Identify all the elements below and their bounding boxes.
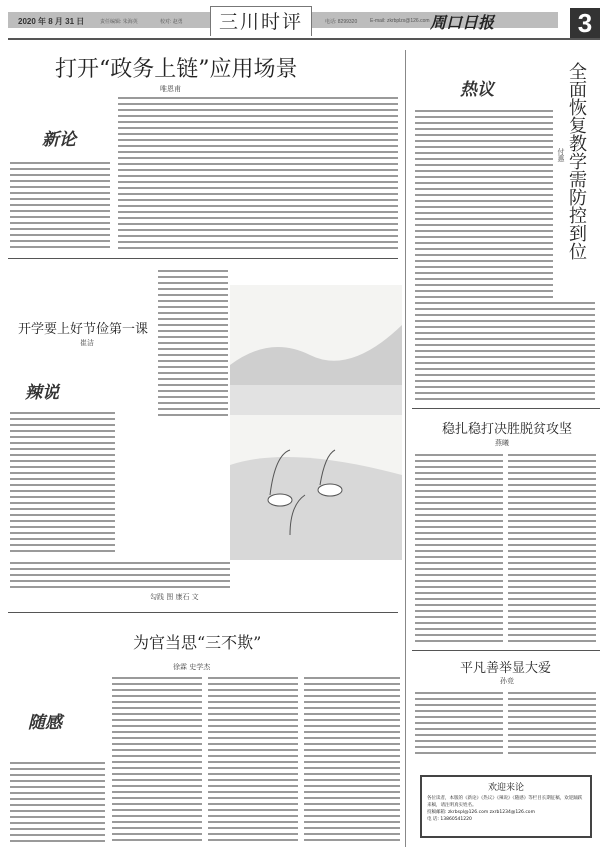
right-author: 付惠 bbox=[557, 148, 565, 162]
body-text bbox=[10, 560, 230, 588]
body-text bbox=[10, 760, 105, 842]
divider bbox=[8, 612, 398, 613]
header-rule bbox=[8, 38, 600, 40]
body-text bbox=[208, 675, 298, 842]
body-text bbox=[415, 108, 553, 238]
right-third-author: 孙竞 bbox=[500, 677, 514, 685]
body-text bbox=[112, 675, 202, 842]
third-author: 徐霖 史学杰 bbox=[173, 663, 211, 671]
tag-reyi: 热议 bbox=[460, 80, 494, 100]
tag-xinlun: 新论 bbox=[42, 130, 76, 150]
right-third-title: 平凡善举显大爱 bbox=[460, 661, 552, 676]
second-author: 崔洁 bbox=[80, 339, 94, 347]
welcome-title: 欢迎来论 bbox=[487, 783, 524, 793]
welcome-box bbox=[420, 775, 592, 838]
editor: 责任编辑: 朱海英 bbox=[100, 19, 138, 25]
right-title: 全面恢复教学需防控到位 bbox=[566, 62, 587, 260]
page-number: 3 bbox=[570, 8, 600, 38]
body-text bbox=[415, 300, 595, 400]
crane-illustration bbox=[230, 285, 402, 560]
proofreader: 校对: 赵勇 bbox=[160, 19, 183, 25]
illustration-caption: 勾践 图 康石 文 bbox=[150, 593, 199, 601]
second-title: 开学要上好节俭第一课 bbox=[18, 322, 149, 337]
body-text bbox=[415, 452, 503, 642]
body-text bbox=[415, 240, 553, 298]
body-text bbox=[415, 690, 503, 758]
divider bbox=[412, 650, 600, 651]
body-text bbox=[10, 160, 110, 250]
phone: 电话: 8299320 bbox=[325, 19, 358, 25]
body-text bbox=[508, 452, 596, 642]
lead-title: 打开“政务上链”应用场景 bbox=[55, 57, 298, 82]
date: 2020 年 8 月 31 日 bbox=[18, 17, 85, 26]
lead-author: 唯恩甫 bbox=[160, 85, 181, 93]
third-title: 为官当思“三不欺” bbox=[133, 633, 262, 652]
body-text bbox=[158, 268, 228, 418]
right-second-title: 稳扎稳打决胜脱贫攻坚 bbox=[442, 422, 573, 437]
divider bbox=[412, 408, 600, 409]
divider bbox=[8, 258, 398, 259]
body-text bbox=[118, 95, 398, 250]
section-title: 三川时评 bbox=[210, 6, 312, 36]
right-second-author: 燕曦 bbox=[495, 439, 509, 447]
newspaper-logo: 周口日报 bbox=[430, 13, 495, 32]
body-text bbox=[508, 690, 596, 758]
tag-lashuo: 辣说 bbox=[25, 383, 59, 403]
email: E-mail: zkrbplzx@126.com bbox=[370, 18, 430, 24]
body-text bbox=[10, 410, 115, 555]
welcome-text: 各位读者，本版的《新论》《热议》《辣说》《随感》等栏目长期征稿，欢迎踊跃来稿，请注明真实姓名。 bbox=[427, 796, 583, 808]
tag-suigan: 随感 bbox=[28, 713, 62, 733]
body-text bbox=[304, 675, 400, 842]
welcome-phone: 电 话: 13860541220 bbox=[427, 817, 472, 822]
welcome-email: 投稿邮箱: zkrbspl@126.com zxrb1234@126.com bbox=[427, 810, 535, 815]
column-divider bbox=[405, 50, 406, 847]
